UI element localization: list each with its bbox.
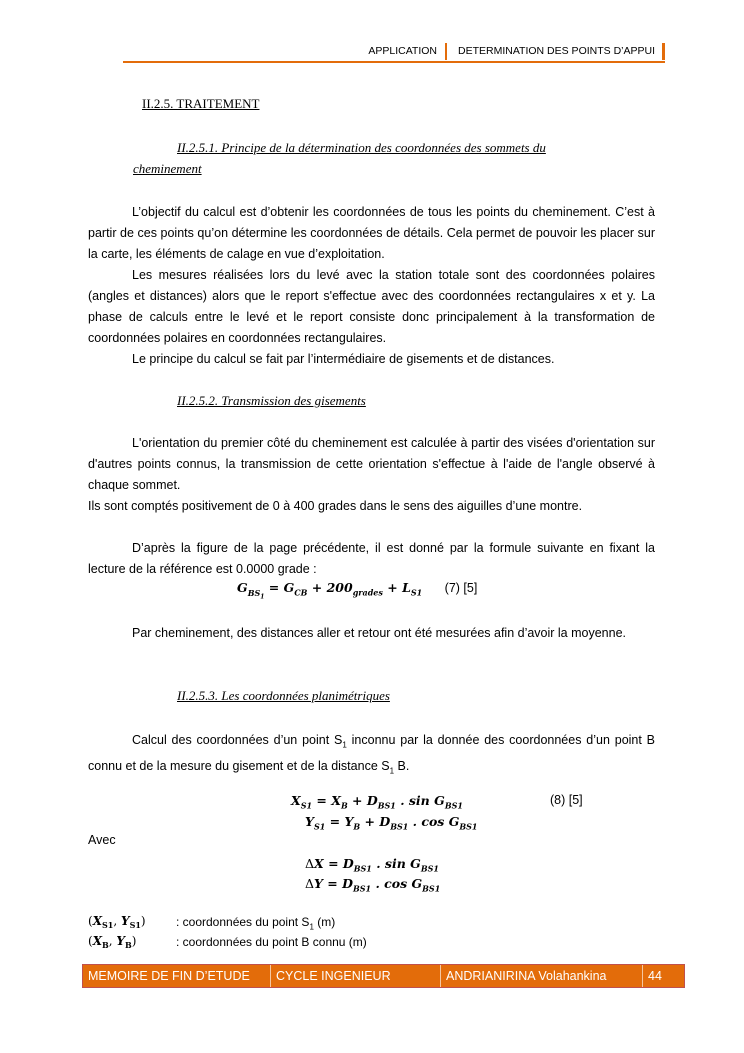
paragraph-cheminement: Par cheminement, des distances aller et retour ont été mesurées afin d’avoir la moyenne. [132, 626, 627, 640]
paragraph-orientation: L'orientation du premier côté du cheminement est calculée à partir des visées d'orientation sur d'autres points connus, la transmission de cette orientation s'effectue à l'aide de l'angle observé à chaque sommet. [88, 436, 655, 492]
formula-8-y: $Y_{S1} = Y_B + D_{BS1}$ . $\cos G_{BS1}$ [305, 814, 478, 832]
legend-text-b: : coordonnées du point B connu (m) [176, 935, 367, 949]
formula-8-ref: (8) [5] [550, 793, 583, 807]
paragraph-principe: Le principe du calcul se fait par l’intermédiaire de gisements et de distances. [132, 352, 555, 366]
heading-traitement: II.2.5. TRAITEMENT [142, 96, 260, 111]
legend-symbol-s1: ($X_{S1}$, $Y_{S1}$) [88, 914, 146, 931]
formula-delta-x: $\Delta X = D_{BS1}$ . $\sin G_{BS1}$ [305, 856, 439, 874]
formula-7-ref: (7) [5] [444, 581, 478, 595]
legend-text-s1: : coordonnées du point $S_1$ (m) [176, 915, 336, 932]
heading-transmission: II.2.5.2. Transmission des gisements [177, 393, 366, 408]
paragraph-calcul: Calcul des coordonnées d’un point $S_1$ inconnu par la donnée des coordonnées d’un point B connu et de la mesure du gisement et de la distance $S_1$ B. [88, 733, 656, 775]
paragraph-formule-intro: D’après la figure de la page précédente, il est donné par la formule suivante en fixant la lecture de la référence est 0.0000 grade : [88, 541, 655, 576]
heading-principe-line1: II.2.5.1. Principe de la détermination des coordonnées des sommets du [177, 140, 546, 155]
footer-memoire: MEMOIRE DE FIN D’ETUDE [83, 965, 271, 987]
heading-coordonnees: II.2.5.3. Les coordonnées planimétriques [177, 688, 390, 703]
header-section: APPLICATION [368, 45, 437, 57]
footer-author: ANDRIANIRINA Volahankina [441, 965, 643, 987]
formula-7: $G_{BS_1} = G_{CB} + 200_{grades} + L_{S1}$ (7) [5] [237, 580, 478, 601]
paragraph-mesures: Les mesures réalisées lors du levé avec la station totale sont des coordonnées polaires (angles et distances) alors que le report s'effectue avec des coordonnées rectangulaires x et y. La phase de calculs entre le levé et le report consiste donc principalement à la transformation de coordonnées polaires en coordonnées rectangulaires. [88, 268, 655, 345]
page-footer [82, 964, 685, 988]
legend-symbol-b: ($X_B$, $Y_B$) [88, 934, 137, 951]
header-title: DETERMINATION DES POINTS D’APPUI [458, 45, 655, 57]
page-header [123, 41, 665, 63]
header-end-bar [662, 43, 665, 60]
label-avec: Avec [88, 833, 116, 847]
paragraph-grades: Ils sont comptés positivement de 0 à 400 grades dans le sens des aiguilles d’une montre. [88, 499, 583, 513]
footer-cycle: CYCLE INGENIEUR [271, 965, 441, 987]
formula-8-x: $X_{S1} = X_B + D_{BS1}$ . $\sin G_{BS1}$ [291, 793, 463, 811]
paragraph-objectif: L’objectif du calcul est d’obtenir les coordonnées de tous les points du cheminement. C’est à partir de ces points qu’on détermine les coordonnées de détails. Cela permet de pouvoir les placer sur la carte, les éléments de calage en vue d’exploitation. [88, 205, 655, 261]
formula-delta-y: $\Delta Y = D_{BS1}$ . $\cos G_{BS1}$ [305, 876, 441, 894]
heading-principe-line2: cheminement [133, 161, 202, 176]
header-separator [445, 43, 447, 60]
footer-page-number: 44 [648, 969, 662, 983]
